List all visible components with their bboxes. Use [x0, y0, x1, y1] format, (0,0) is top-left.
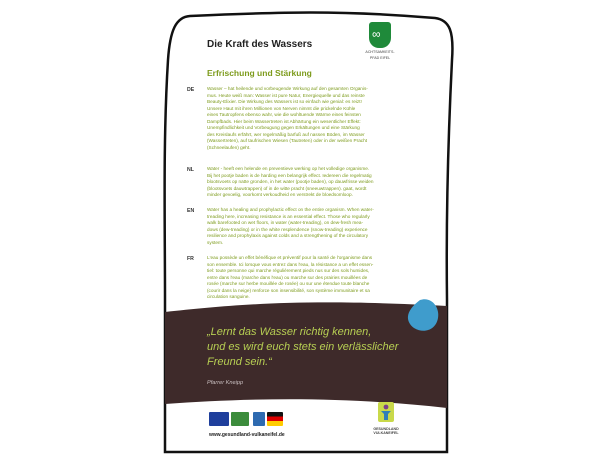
leader-logo-icon	[231, 412, 249, 426]
logo-bottom-line1: GESUNDLAND	[373, 427, 399, 431]
lang-label-nl: NL	[187, 167, 194, 173]
subtitle: Erfrischung und Stärkung	[207, 68, 312, 78]
gesundland-logo	[366, 402, 406, 436]
lang-label-de: DE	[187, 87, 195, 93]
lang-label-en: EN	[187, 208, 195, 214]
text-en: Water has a healing and prophylactic effect on the entire organism. When water- treading here, increasing resistance is an essential effect. Those who regularly walk barefooted on wet floors, in water (water-treading), on dew-fresh mea- dows (dew-treading) or in the white resplendence (snow-treading) experience resilience and prophylaxis against colds and a strengthening of the circulatory system.	[207, 207, 374, 245]
achtsamkeitspfad-logo	[355, 22, 405, 60]
website-link[interactable]: www.gesundland-vulkaneifel.de	[209, 432, 285, 438]
figure-icon	[378, 402, 394, 422]
page-title: Die Kraft des Wassers	[207, 39, 313, 50]
quote-author: Pfarrer Kneipp	[207, 380, 244, 386]
text-fr: L'eau possède un effet bénéfique et préventif pour la santé de l'organisme dans son ensemble. Ici lorsque vous entrez dans l'eau, la résistance a un effet essen- tiel: toute personne qui marche régulièrement pieds nus sur des sols humides, entre dans l'eau (marche dans l'eau) ou marche sur des prairies mouillées de rosée (marche sur herbe mouillée de rosée) ou sur une étendue toute blanche (courir dans la neige) renforce son insensibilité, son système immunitaire et sa circulation sanguine.	[207, 255, 374, 300]
infinity-icon: ∞	[369, 22, 391, 48]
eu-flag-icon	[209, 412, 229, 426]
text-de: Wasser – hat heilende und vorbeugende Wirkung auf den gesamten Organis- mus. Heute weiß man: Wasser ist pure Natur, Energiequelle und das reinste Beauty-Elixier. Die Wirkung des Wassers ist so einfach wie genial: es reizt! Unsere Haut mit ihren Millionen von Nerven nimmt die prickelnde Kühle eines Tautropfens ebenso wahr, wie die wohltuende Wärme eines feinsten Dampfbads. Hier beim Wassertreten ist Abhärtung ein wesentlicher Effekt: Unempfindlichkeit und Vorbeugung gegen Erkältungen und eine Stärkung des Kreislaufs erfährt, wer regelmäßig barfuß auf nassen Böden, im Wasser (Wassertreten), auf taufrischen Wiesen (Tautreten) oder in der weißen Pracht (Schneelaufen) geht.	[207, 86, 368, 150]
logo-top-line1: ACHTSAMKEITS-	[365, 50, 395, 54]
quote-text: „Lernt das Wasser richtig kennen, und es wird euch stets ein verlässlicher Freund sein.“	[207, 326, 399, 368]
german-flag-icon	[267, 412, 283, 426]
rlp-logo-icon	[253, 412, 265, 426]
text-nl: Water - heeft een helende en preventieve werking op het volledige organisme. Bij het pootje baden is de harding een belangrijk effect. Iedereen die regelmatig blootsvoets op natte gronden, in het water (pootje baden), op dauwfrisse weiden (blootsvoets dauwtrappen) of in de witte pracht (sneeuwtrappen). gaat, wordt minder gevoelig, voorkomt verkoudheid en verstrekt de bloedsomloop.	[207, 166, 374, 198]
lang-label-fr: FR	[187, 256, 194, 262]
logo-top-line2: PFAD EIFEL	[369, 56, 391, 61]
logo-bottom-line2: VULKANEIFEL	[373, 431, 399, 436]
